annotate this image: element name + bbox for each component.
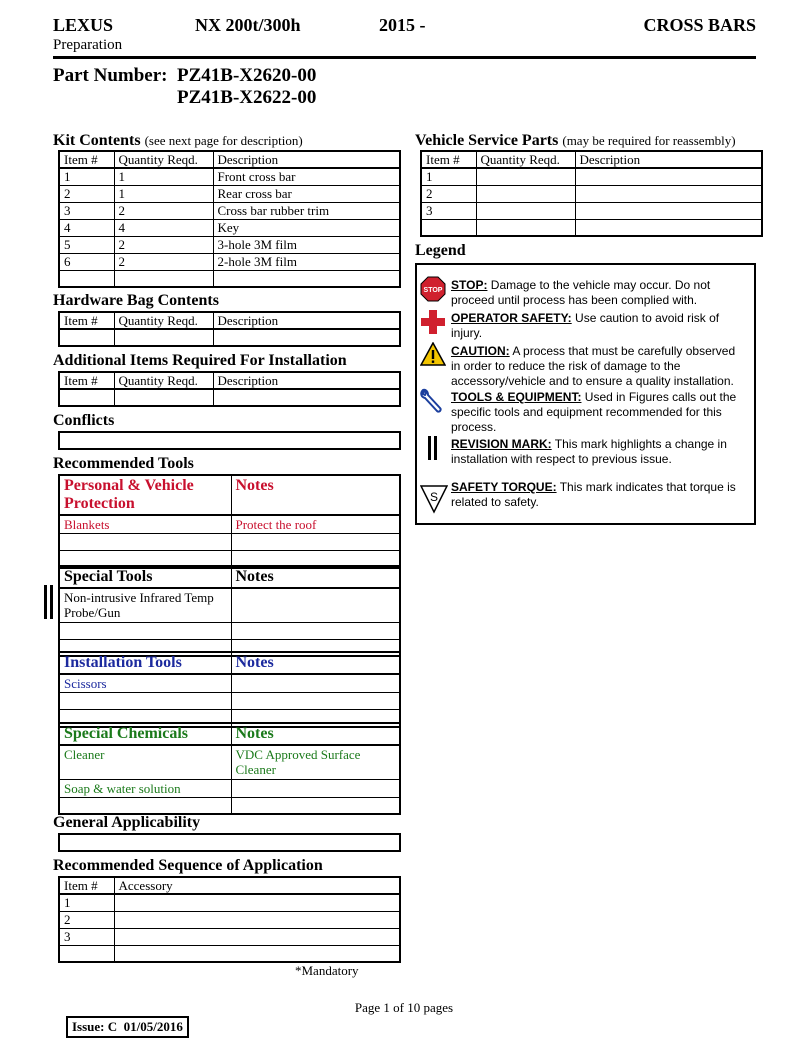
cell-item: 2	[59, 185, 114, 202]
cell-item: 2	[59, 911, 114, 928]
personal-protection-table	[58, 474, 401, 569]
legend-tools-label: TOOLS & EQUIPMENT:	[451, 390, 582, 404]
tool-notes: VDC Approved Surface Cleaner	[231, 745, 400, 779]
additional-items-title: Additional Items Required For Installation	[53, 352, 347, 369]
sequence-title: Recommended Sequence of Application	[53, 857, 323, 874]
table-row	[59, 515, 400, 534]
cell-item: 1	[421, 168, 476, 185]
special-chemicals-table	[58, 722, 401, 815]
table-row	[59, 894, 400, 911]
conflicts-box	[58, 431, 401, 450]
legend-revision-label: REVISION MARK:	[451, 437, 552, 451]
legend-safety-text: Use caution to avoid risk of injury.	[451, 311, 720, 340]
table-row-empty	[59, 270, 400, 287]
cell-qty: 4	[114, 219, 213, 236]
legend-stop-label: STOP:	[451, 278, 488, 292]
vehicle-service-parts-subtitle: (may be required for reassembly)	[562, 133, 736, 148]
revision-mark-icon-bar-2	[434, 436, 437, 460]
table-row	[59, 219, 400, 236]
cell-description: Rear cross bar	[213, 185, 400, 202]
torque-icon-text: S	[429, 490, 439, 504]
legend-stop	[451, 278, 747, 308]
kit-contents-title	[53, 132, 303, 150]
recommended-tools-title: Recommended Tools	[53, 455, 194, 472]
installation-tools-table	[58, 651, 401, 728]
col-description: Description	[213, 151, 400, 168]
cell-description: Cross bar rubber trim	[213, 202, 400, 219]
kit-contents-heading: Kit Contents	[53, 132, 141, 149]
hardware-bag-table	[58, 311, 401, 347]
legend-torque-text: This mark indicates that torque is related to safety.	[451, 480, 736, 509]
kit-contents-table	[58, 150, 401, 288]
stop-sign-icon	[420, 276, 446, 302]
personal-protection-notes-header: Notes	[231, 475, 400, 515]
additional-items-table	[58, 371, 401, 407]
legend-torque-label: SAFETY TORQUE:	[451, 480, 557, 494]
special-tools-table	[58, 565, 401, 657]
mandatory-footnote: *Mandatory	[295, 963, 359, 978]
part-number-1: PZ41B-X2620-00	[177, 65, 317, 86]
table-row	[59, 253, 400, 270]
wrench-icon	[419, 387, 447, 415]
col-qty: Quantity Reqd.	[476, 151, 575, 168]
general-applicability-box	[58, 833, 401, 852]
cell-qty: 1	[114, 168, 213, 185]
part-number-label: Part Number:	[53, 65, 168, 86]
table-row-empty	[59, 329, 400, 346]
cell-item: 1	[59, 894, 114, 911]
table-row	[59, 674, 400, 693]
tool-notes	[231, 588, 400, 622]
legend-stop-text: Damage to the vehicle may occur. Do not proceed until process has been complied with.	[451, 278, 711, 307]
stop-icon-text: STOP	[423, 287, 443, 294]
col-item: Item #	[59, 151, 114, 168]
cell-item: 5	[59, 236, 114, 253]
table-row-empty	[59, 389, 400, 406]
cell-item: 3	[59, 928, 114, 945]
table-row-empty	[59, 534, 400, 551]
conflicts-title: Conflicts	[53, 412, 115, 429]
col-item: Item #	[59, 312, 114, 329]
col-accessory: Accessory	[114, 877, 400, 894]
cell-qty: 1	[114, 185, 213, 202]
special-chemicals-notes-header: Notes	[231, 723, 400, 745]
cell-description: 3-hole 3M film	[213, 236, 400, 253]
red-cross-icon	[421, 310, 445, 334]
page-number: Page 1 of 10 pages	[354, 1000, 454, 1015]
legend-tools-text: Used in Figures calls out the specific tools and equipment recommended for this process.	[451, 390, 737, 434]
table-row	[59, 779, 400, 797]
table-row-empty	[59, 622, 400, 639]
col-description: Description	[213, 372, 400, 389]
cell-item: 3	[59, 202, 114, 219]
legend-title: Legend	[415, 242, 466, 259]
header-rule	[53, 56, 756, 59]
caution-triangle-icon	[420, 342, 446, 366]
table-row-empty	[59, 693, 400, 710]
legend-tools	[451, 390, 747, 435]
issue-box: Issue: C 01/05/2016	[66, 1016, 189, 1038]
legend-revision-text: This mark highlights a change in installation with respect to previous issue.	[451, 437, 727, 466]
legend-torque	[451, 480, 747, 510]
table-row-empty	[59, 797, 400, 814]
vehicle-service-parts-title	[415, 132, 736, 150]
header-section: Preparation	[53, 37, 123, 53]
table-header-row	[59, 151, 400, 168]
cell-qty: 2	[114, 253, 213, 270]
installation-tools-notes-header: Notes	[231, 652, 400, 674]
table-row-empty	[59, 945, 400, 962]
header-accessory: CROSS BARS	[643, 15, 756, 35]
table-row	[59, 185, 400, 202]
special-tools-notes-header: Notes	[231, 566, 400, 588]
header-model: NX 200t/300h	[195, 15, 301, 35]
installation-tools-header: Installation Tools	[59, 652, 231, 674]
legend-revision	[451, 437, 747, 467]
hardware-bag-title: Hardware Bag Contents	[53, 292, 219, 309]
table-row	[421, 185, 762, 202]
cell-description: 2-hole 3M film	[213, 253, 400, 270]
cell-item: 3	[421, 202, 476, 219]
table-row	[59, 911, 400, 928]
special-tools-header: Special Tools	[59, 566, 231, 588]
cell-description: Front cross bar	[213, 168, 400, 185]
col-item: Item #	[59, 372, 114, 389]
special-chemicals-header: Special Chemicals	[59, 723, 231, 745]
tool-name: Scissors	[59, 674, 231, 693]
legend-caution-text: A process that must be carefully observed in order to reduce the risk of damage to the accessory/vehicle and to ensure a quality installation.	[451, 344, 736, 388]
cell-qty: 2	[114, 236, 213, 253]
vehicle-service-parts-heading: Vehicle Service Parts	[415, 132, 559, 149]
tool-name: Non-intrusive Infrared Temp Probe/Gun	[59, 588, 231, 622]
table-row	[59, 588, 400, 622]
table-row	[421, 168, 762, 185]
cell-qty: 2	[114, 202, 213, 219]
kit-contents-subtitle: (see next page for description)	[144, 133, 303, 148]
table-row	[59, 168, 400, 185]
legend-safety-label: OPERATOR SAFETY:	[451, 311, 572, 325]
part-number-2: PZ41B-X2622-00	[177, 87, 317, 108]
tool-notes	[231, 779, 400, 797]
col-description: Description	[213, 312, 400, 329]
table-row	[59, 745, 400, 779]
table-row	[421, 202, 762, 219]
col-qty: Quantity Reqd.	[114, 372, 213, 389]
col-qty: Quantity Reqd.	[114, 151, 213, 168]
cell-description: Key	[213, 219, 400, 236]
header-year: 2015 -	[379, 15, 426, 35]
revision-mark-left-1	[44, 585, 47, 619]
legend-caution-label: CAUTION:	[451, 344, 510, 358]
tool-notes	[231, 674, 400, 693]
sequence-table	[58, 876, 401, 963]
table-row	[59, 202, 400, 219]
table-row-empty	[421, 219, 762, 236]
general-applicability-title: General Applicability	[53, 814, 201, 831]
cell-item: 4	[59, 219, 114, 236]
revision-mark-icon-bar-1	[428, 436, 431, 460]
col-item: Item #	[421, 151, 476, 168]
cell-item: 1	[59, 168, 114, 185]
personal-protection-header: Personal & Vehicle Protection	[59, 475, 231, 515]
table-row	[59, 928, 400, 945]
cell-item: 6	[59, 253, 114, 270]
vehicle-service-parts-table	[420, 150, 763, 237]
tool-name: Blankets	[59, 515, 231, 534]
cell-item: 2	[421, 185, 476, 202]
revision-mark-left-2	[50, 585, 53, 619]
legend-safety	[451, 311, 747, 341]
tool-name: Cleaner	[59, 745, 231, 779]
col-qty: Quantity Reqd.	[114, 312, 213, 329]
safety-torque-icon	[420, 484, 448, 514]
header-make: LEXUS	[53, 15, 114, 35]
tool-name: Soap & water solution	[59, 779, 231, 797]
tool-notes: Protect the roof	[231, 515, 400, 534]
col-description: Description	[575, 151, 762, 168]
col-item: Item #	[59, 877, 114, 894]
legend-caution	[451, 344, 747, 389]
table-row	[59, 236, 400, 253]
